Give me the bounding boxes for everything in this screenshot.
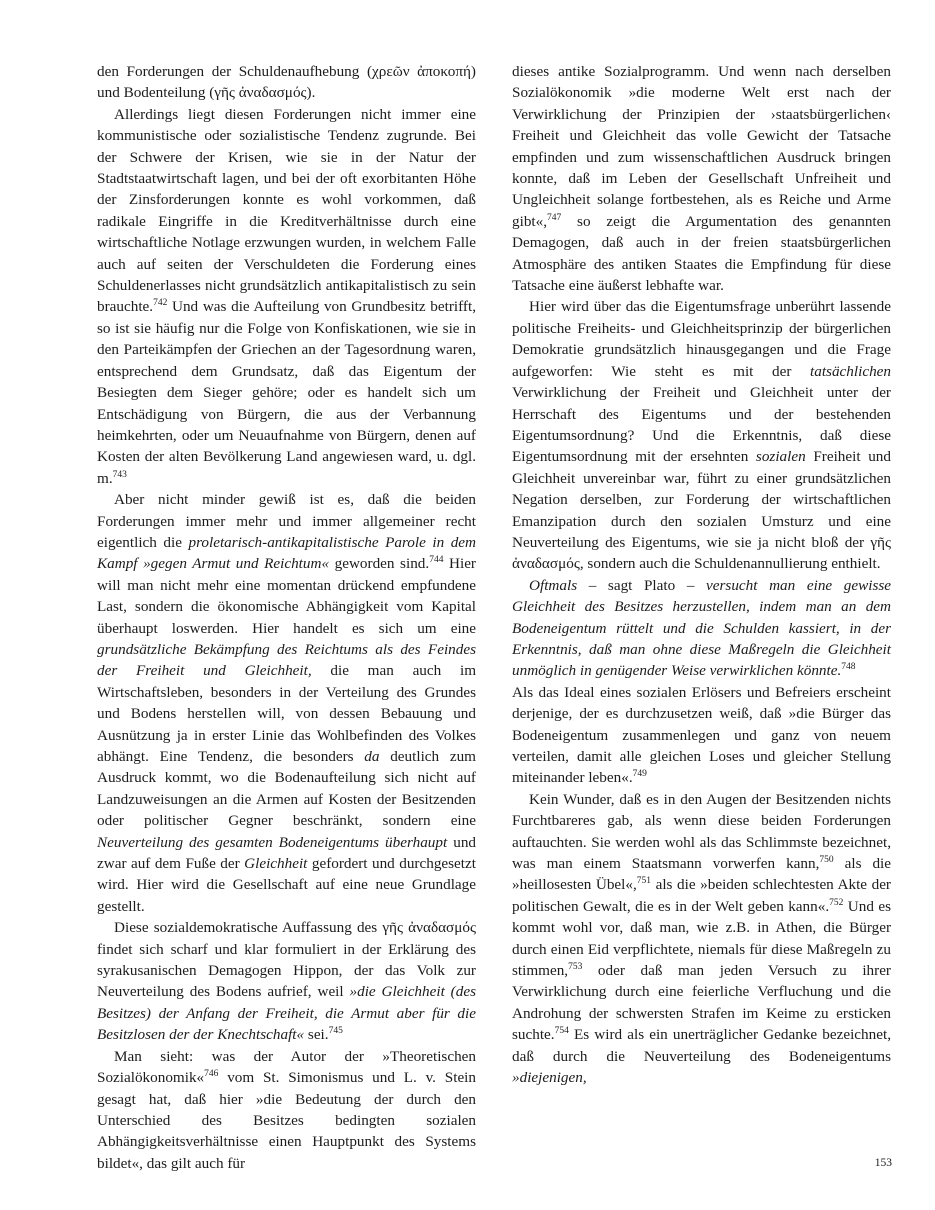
body-text: den Forderungen der Schuldenaufhebung (χρεῶν ἀποκοπή) und Bodenteilung (γῆς ἀναδασμός). — [97, 63, 476, 102]
body-text: Kein Wunder, daß es in den Augen der Besitzenden nichts Furchtbareres gab, als wenn diese beiden Forderungen auftauchten. Sie werden wohl als das Schlimmste bezeichnet, was man einem Staatsmann vorwerfen kann, — [512, 790, 891, 873]
emphasis-text: »die Gleichheit (des Besitzes) der Anfang der Freiheit, die Armut aber für die Besitzlosen der der Knechtschaft« — [97, 983, 476, 1044]
paragraph — [512, 296, 891, 574]
emphasis-text: Neuverteilung des gesamten Bodeneigentums überhaupt — [97, 833, 448, 851]
body-text: Es wird als ein unerträglicher Gedanke bezeichnet, daß durch die Neuverteilung des Bodeneigentums — [512, 1026, 891, 1065]
paragraph — [512, 789, 891, 1089]
body-text: so zeigt die Argumentation des genannten Demagogen, daß auch in der freien staatsbürgerlichen Atmosphäre des antiken Staates die Empfindung für diese Tatsache eine äußerst lebhafte war. — [512, 212, 891, 295]
left-column — [97, 61, 476, 1174]
body-text: die man auch im Wirtschaftsleben, besonders in der Verteilung des Grundes und Bodens herstellen will, von dessen Bebauung und Ausnützung ja in erster Linie das Wohlbefinden des Volkes abhängt. Eine Tendenz, die besonders — [97, 662, 477, 765]
body-text: Allerdings liegt diesen Forderungen nicht immer eine kommunistische oder sozialistische Tendenz zugrunde. Bei der Schwere der Krisen, wie sie in der Natur der Stadtstaatwirtschaft lagen, und bei der oft exorbitanten Höhe der Zinsforderungen konnte es wohl vorkommen, daß radikale Eingriffe in die Kreditverhältnisse durch eine wirtschaftliche Notlage erzwungen wurden, in welchem Falle auch auf seiten der Verschuldeten die Forderung eines Schuldenerlasses nicht grundsätzlich antikapitalistisch zu sein brauchte. — [97, 105, 476, 316]
footnote-ref: 744 — [429, 555, 444, 566]
paragraph — [97, 917, 476, 1045]
body-text: oder daß man jeden Versuch zu ihrer Verwirklichung durch eine feierliche Verfluchung und die Androhung der schwersten Strafen im Keime zu ersticken suchte. — [512, 962, 891, 1044]
body-text: Man sieht: was der Autor der »Theoretischen Sozialökonomik« — [97, 1047, 476, 1087]
emphasis-text: proletarisch-antikapitalistische Parole in dem Kampf »gegen Armut und Reichtum« — [97, 533, 476, 573]
body-text: Verwirklichung der Freiheit und Gleichheit unter der Herrschaft des Eigentums und der bestehenden Eigentumsordnung? Und die Erkenntnis, daß diese Eigentumsordnung mit der ersehnten — [512, 384, 891, 466]
footnote-ref: 752 — [829, 897, 844, 908]
body-text: Hier will man nicht mehr eine momentan drückend empfundene Last, sondern die ökonomische Abhängigkeit vom Kapital überhaupt loswerden. Hier handelt es sich um eine — [97, 555, 476, 637]
body-text: geworden sind. — [329, 555, 430, 573]
paragraph — [512, 61, 891, 296]
body-text: deutlich zum Ausdruck kommt, wo die Bodenaufteilung sich nicht auf Landzuweisungen an die Armen auf Kosten der Besitzenden oder politischer Gegner beschränkt, sondern eine — [97, 748, 476, 830]
footnote-ref: 748 — [841, 662, 856, 673]
footnote-ref: 754 — [554, 1026, 569, 1037]
body-text: – sagt Plato – — [577, 576, 707, 594]
emphasis-text: Oftmals — [529, 576, 578, 594]
paragraph — [512, 682, 891, 789]
emphasis-text: sozialen — [755, 448, 806, 466]
footnote-ref: 751 — [636, 876, 652, 887]
emphasis-text: da — [364, 748, 380, 765]
page-number: 153 — [874, 1157, 892, 1169]
body-text: als die »heillosesten Übel«, — [512, 855, 891, 894]
right-column — [512, 61, 891, 1089]
body-text: Freiheit und Gleichheit unvereinbar war, führt zu einer grundsätzlichen Negation derselben, zur Forderung der wirtschaftlichen Emanzipation durch den sozialen Umsturz und eine Neuverteilung des Eigentums, wie sie ja nicht bloß der γῆς ἀναδασμός, sondern auch die Schuldenannullierung enthielt. — [512, 448, 891, 573]
body-text: dieses antike Sozialprogramm. Und wenn nach derselben Sozialökonomik »die moderne Welt erst nach der Verwirklichung der Prinzipien der ›staatsbürgerlichen‹ Freiheit und Gleichheit das volle Gewicht der Tatsache empfinden und zum wissenschaftlichen Ausdruck bringen konnte, daß im Leben der Gesellschaft Unfreiheit und Ungleichheit solange fortbestehen, als es Reiche und Arme gibt«, — [512, 63, 891, 230]
paragraph — [512, 575, 891, 682]
footnote-ref: 750 — [819, 855, 834, 866]
body-text: Hier wird über das die Eigentumsfrage unberührt lassende politische Freiheits- und Gleichheitsprinzip der bürgerlichen Demokratie grundsätzlich hinausgegangen und die Frage aufgeworfen: Wie steht es mit der — [512, 298, 891, 380]
footnote-ref: 743 — [112, 469, 127, 480]
emphasis-text: grundsätzliche Bekämpfung des Reichtums als des Feindes der Freiheit und Gleichheit, — [97, 640, 476, 680]
emphasis-text: tatsächlichen — [810, 362, 891, 380]
footnote-ref: 742 — [153, 298, 168, 309]
body-text: als die »beiden schlechtesten Akte der politischen Gewalt, die es in der Welt geben kann«. — [512, 876, 891, 915]
emphasis-text: Gleichheit — [244, 855, 308, 873]
paragraph — [97, 61, 476, 104]
footnote-ref: 746 — [204, 1069, 219, 1080]
body-text: Und was die Aufteilung von Grundbesitz betrifft, so ist sie häufig nur die Folge von Konfiskationen, wie sie in den Parteikämpfen der Griechen an der Tagesordnung waren, entsprechend dem Grundsatz, daß das Eigentum der Besiegten dem Sieger gehöre; oder es handelt sich um Entschädigung von Bürgern, die aus der Verbannung heimkehrten, oder um Neuaufnahme von Bürgern, denen auf Kosten der alten Bevölkerung Land angewiesen ward, u. dgl. m. — [97, 298, 476, 487]
body-text: vom St. Simonismus und L. v. Stein gesagt hat, daß hier »die Bedeutung der durch den Unterschied des Besitzes bedingten sozialen Abhängigkeitsverhältnisse einen Hauptpunkt des Systems bildet«, das gilt auch für — [97, 1069, 476, 1172]
paragraph — [97, 489, 476, 917]
body-text: sei. — [304, 1026, 329, 1044]
footnote-ref: 747 — [547, 212, 562, 223]
footnote-ref: 745 — [328, 1026, 343, 1037]
paragraph — [97, 1046, 476, 1174]
paragraph — [97, 104, 476, 489]
body-text: Aber nicht minder gewiß ist es, daß die beiden Forderungen immer mehr und immer allgemeiner recht eigentlich die — [97, 491, 476, 551]
emphasis-text: »diejenigen, — [512, 1069, 587, 1087]
body-text: Und es kommt wohl vor, daß man, wie z.B. in Athen, die Bürger durch einen Eid verpflichtete, niemals für diese Maßregeln zu stimmen, — [512, 897, 891, 980]
body-text: Als das Ideal eines sozialen Erlösers und Befreiers erscheint derjenige, der es durchzusetzen weiß, daß »die Bürger das Bodeneigentum zusammenlegen und ganz von neuem verteilen, damit alle gleichen Loses und gleicher Stellung miteinander leben«. — [512, 683, 891, 787]
emphasis-text: versucht man eine gewisse Gleichheit des Besitzes herzustellen, indem man an dem Bodeneigentum rüttelt und die Schulden kassiert, in der Erkenntnis, daß man ohne diese Maßregeln die Gleichheit unmöglich in genügender Weise verwirklichen könnte. — [512, 576, 892, 680]
body-text: Diese sozialdemokratische Auffassung des γῆς ἀναδασμός findet sich scharf und klar formuliert in der Erklärung des syrakusanischen Demagogen Hippon, der das Volk zur Neuverteilung des Bodens aufrief, weil — [97, 919, 476, 1001]
body-text: gefordert und durchgesetzt wird. Hier wird die Gesellschaft auf eine neue Grundlage gestellt. — [97, 855, 476, 915]
body-text: und zwar auf dem Fuße der — [97, 833, 477, 873]
footnote-ref: 753 — [568, 962, 583, 973]
footnote-ref: 749 — [632, 769, 647, 780]
